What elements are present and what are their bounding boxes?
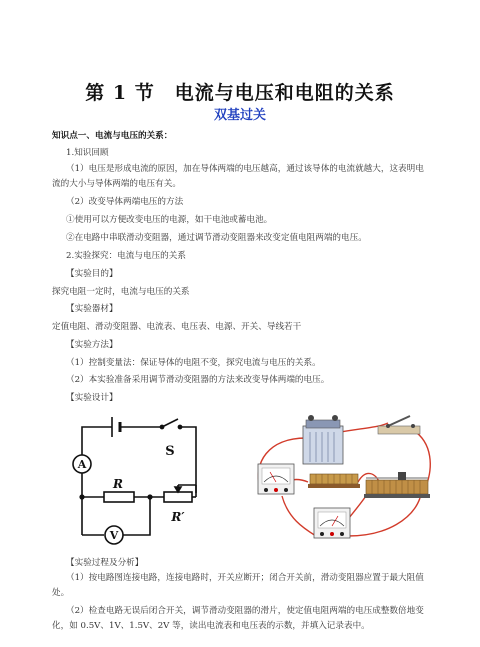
wire-top-left (82, 427, 112, 455)
battery-pack (303, 415, 343, 464)
method-item-2: （2）本实验准备采用调节滑动变阻器的方法来改变导体两端的电压。 (66, 375, 330, 385)
switch-label: S (165, 444, 175, 459)
fixed-resistor (308, 474, 360, 488)
purpose-label: 【实验目的】 (66, 269, 118, 279)
method-item-1: （1）控制变量法：保证导体的电阻不变，探究电流与电压的关系。 (66, 358, 321, 368)
item-1-sub2: （2）改变导体两端电压的方法 (66, 197, 184, 207)
equipment-text: 定值电阻、滑动变阻器、电流表、电压表、电源、开关、导线若干 (52, 322, 302, 332)
meter-left (258, 464, 294, 494)
voltmeter-label: V (109, 529, 119, 542)
process-step-2: （2）检查电路无误后闭合开关，调节滑动变阻器的滑片，使定值电阻两端的电压成整数倍地变化，如 0.5V、1V、1.5V、2V 等，读出电流表和电压表的示数，并填入记录表中。 (52, 606, 424, 631)
page-title: 第 1 节 电流与电压和电阻的关系 (85, 82, 395, 104)
switch-blade (162, 419, 178, 427)
purpose-text: 探究电阻一定时，电流与电压的关系 (52, 287, 190, 297)
item-2-title: 2.实验探究：电流与电压的关系 (66, 251, 186, 261)
page-subtitle: 双基过关 (213, 108, 266, 123)
circuit-diagram (60, 415, 210, 555)
process-step-1: （1）按电路图连接电路，连接电路时，开关应断开；闭合开关前，滑动变阻器应置于最大阻值处。 (52, 573, 424, 598)
apparatus-illustration (248, 408, 438, 558)
wire-top-right (180, 427, 196, 493)
design-label: 【实验设计】 (66, 393, 118, 403)
meter-bottom (314, 508, 350, 538)
item-1-title: 1.知识回顾 (66, 148, 109, 158)
rheostat-label: R′ (171, 510, 185, 524)
item-1-paragraph: （1）电压是形成电流的原因，加在导体两端的电压越高，通过该导体的电流就越大，这表明电流的大小与导体两端的电压有关。 (52, 164, 424, 189)
ammeter-label: A (77, 458, 87, 471)
process-label: 【实验过程及分析】 (66, 558, 144, 568)
section-heading: 知识点一、电流与电压的关系： (52, 131, 173, 141)
equipment-label: 【实验器材】 (66, 304, 118, 314)
method-label: 【实验方法】 (66, 340, 118, 350)
resistor-box (104, 492, 134, 502)
resistor-label: R (113, 477, 123, 491)
item-1-sub4: ②在电路中串联滑动变阻器，通过调节滑动变阻器来改变定值电阻两端的电压。 (66, 233, 367, 243)
item-1-sub3: ①使用可以方便改变电压的电源，如干电池或蓄电池。 (66, 215, 273, 225)
